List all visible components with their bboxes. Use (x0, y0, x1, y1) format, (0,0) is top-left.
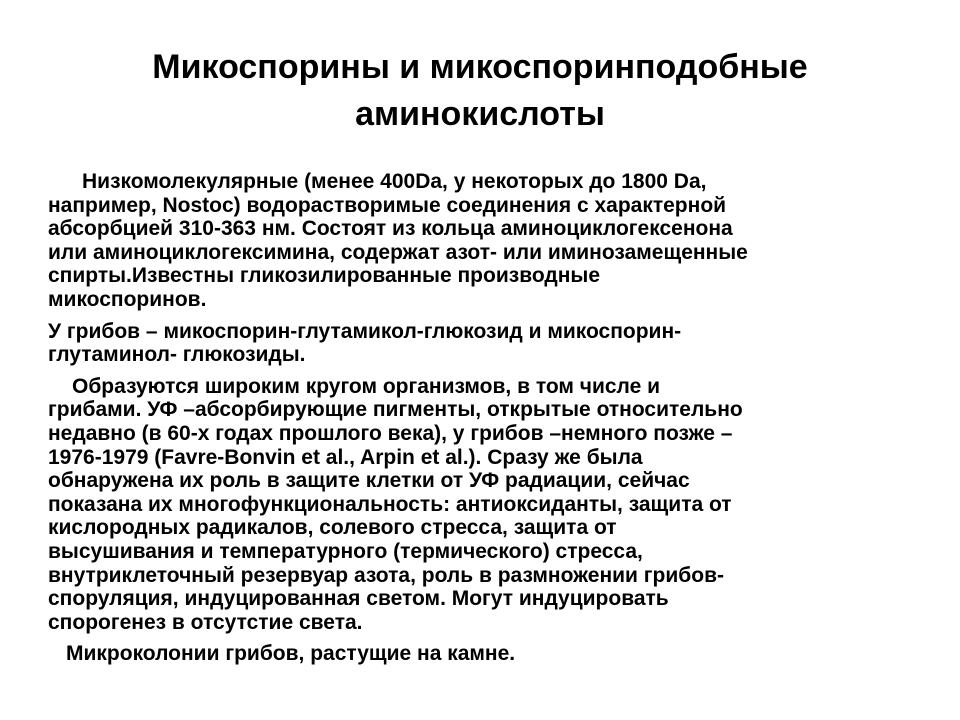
body-line: У грибов – микоспорин-глутамикол-глюкозид и микоспорин- (48, 319, 682, 343)
body-line: 1976-1979 (Favre-Bonvin et al., Arpin et al.). Сразу же была (48, 445, 643, 469)
slide-title-line: Микоспорины и микоспоринподобные (152, 48, 808, 86)
body-line: спирты.Известны гликозилированные производные (48, 264, 600, 288)
slide-title (40, 44, 920, 138)
body-line: кислородных радикалов, солевого стресса, защита от (48, 516, 617, 540)
body-line: обнаружена их роль в защите клетки от УФ радиации, сейчас (48, 469, 690, 493)
body-line: абсорбцией 310-363 нм. Состоят из кольца аминоциклогексенона (48, 217, 733, 241)
slide-body (48, 170, 948, 674)
body-line: показана их многофункциональность: антиоксиданты, защита от (48, 492, 732, 516)
body-line: Образуются широким кругом организмов, в том числе и (72, 374, 661, 398)
body-line: например, Nostoc) водорастворимые соединения с характерной (48, 193, 727, 217)
body-paragraph-3 (48, 375, 948, 635)
body-line: споруляция, индуцированная светом. Могут индуцировать (48, 587, 669, 611)
body-line: грибами. УФ –абсорбирующие пигменты, открытые относительно (48, 398, 743, 422)
body-line: недавно (в 60-х годах прошлого века), у грибов –немного позже – (48, 421, 733, 445)
body-line: микоспоринов. (48, 287, 207, 311)
body-line: высушивания и температурного (термического) стресса, (48, 539, 643, 563)
body-line: Низкомолекулярные (менее 400Da, у некоторых до 1800 Da, (82, 170, 707, 193)
body-line: глутаминол- глюкозиды. (48, 343, 306, 367)
body-paragraph-1 (48, 170, 948, 312)
slide-title-line: аминокислоты (355, 95, 605, 133)
body-paragraph-4 (48, 642, 948, 666)
body-line: Микроколонии грибов, растущие на камне. (66, 642, 516, 666)
body-line: спорогенез в отсутстие света. (48, 610, 363, 634)
body-line: внутриклеточный резервуар азота, роль в размножении грибов- (48, 563, 724, 587)
body-line: или аминоциклогексимина, содержат азот- или иминозамещенные (48, 240, 748, 264)
body-paragraph-2 (48, 320, 948, 367)
